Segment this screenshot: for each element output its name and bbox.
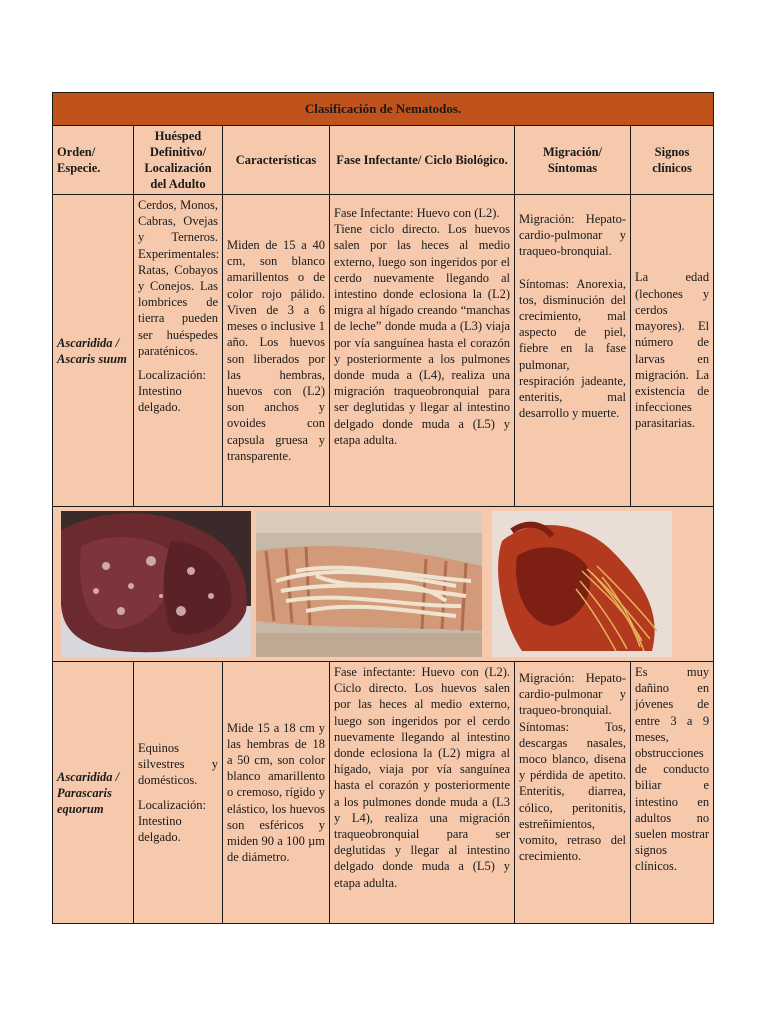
symptoms-text: Síntomas: Tos, descargas nasales, moco blanco, disena y pérdida de apetito. Enteritis, diarrea, cólico, peritonitis, estreñimientos, vomito, retraso del crecimiento. — [519, 719, 626, 864]
table-row — [53, 662, 714, 924]
host-text: Equinos silvestres y domésticos. — [138, 740, 218, 788]
liver-photo-icon — [61, 511, 251, 657]
cycle-cell — [330, 195, 515, 507]
migration-text: Migración: Hepato-cardio-pulmonar y traqueo-bronquial. — [519, 671, 626, 718]
nematode-table — [52, 92, 714, 924]
worms-in-intestine-photo-icon — [256, 511, 482, 657]
header-characteristics: Características — [223, 126, 330, 195]
table-title: Clasificación de Nematodos. — [53, 93, 714, 126]
header-signs: Signos clínicos — [631, 126, 714, 195]
characteristics-cell: Mide 15 a 18 cm y las hembras de 18 a 50 cm, son color blanco amarillento o cremoso, rígido y elástico, los huevos son esféricos y miden 90 a 100 µm de diámetro. — [223, 662, 330, 924]
host-cell — [134, 195, 223, 507]
species-order: Ascaridida / — [57, 335, 120, 350]
characteristics-cell: Miden de 15 a 40 cm, son blanco amarillentos o de color rojo pálido. Viven de 3 a 6 meses o inclusive 1 año. Los huevos son liberados por las hembras, huevos con (L2) son anchos y ovoides con capsula gruesa y transparente. — [223, 195, 330, 507]
species-order: Ascaridida / — [57, 769, 120, 784]
cycle-text: Tiene ciclo directo. Los huevos salen por las heces al medio externo, luego son ingeridos por el cerdo nuevamente llegando al intestino donde eclosiona la (L2) migra al hígado creando “manchas de leche” donde muda a (L3) viaja por vía sanguínea hasta el corazón y posteriormente a los pulmones donde muda a (L4), realiza una migración traqueobronquial para ser deglutidas y llegar al intestino delgado donde muda a (L5) y etapa adulta. — [334, 222, 510, 447]
host-cell — [134, 662, 223, 924]
header-host: Huésped Definitivo/ Localización del Adulto — [134, 126, 223, 195]
species-cell — [53, 662, 134, 924]
header-migration: Migración/ Síntomas — [515, 126, 631, 195]
cycle-cell: Fase infectante: Huevo con (L2). Ciclo directo. Los huevos salen por las heces al medio externo, luego son ingeridos por el cerdo nuevamente llegando al intestino donde eclosiona la (L2) migra al hígado, viaja por vía sanguínea hasta el corazón y posteriormente a los pulmones donde muda a (L3 y L4), realiza una migración traqueobronquial para ser deglutidas y llegar al intestino delgado donde muda a (L5) y etapa adulta. — [330, 662, 515, 924]
header-order-species: Orden/ Especie. — [53, 126, 134, 195]
host-text: Cerdos, Monos, Cabras, Ovejas y Terneros. Experimentales: Ratas, Cobayos y Conejos. Las lombrices de tierra pueden ser huéspedes paraténicos. — [138, 198, 220, 358]
photo-row — [53, 507, 714, 662]
symptoms-text: Síntomas: Anorexia, tos, disminución del crecimiento, mal aspecto de piel, fiebre en la fase pulmonar, respiración jadeante, enteritis, mal desarrollo y muerte. — [519, 276, 626, 421]
signs-cell: Es muy dañino en jóvenes de entre 3 a 9 meses, obstrucciones de conducto biliar e intestino en adultos no suelen mostrar signos clínicos. — [631, 662, 714, 924]
table-row — [53, 195, 714, 507]
header-cycle: Fase Infectante/ Ciclo Biológico. — [330, 126, 515, 195]
opened-intestine-photo-icon — [492, 511, 672, 657]
cycle-phase-text: Fase Infectante: Huevo con (L2). — [334, 206, 500, 220]
migration-cell — [515, 662, 631, 924]
signs-cell: La edad (lechones y cerdos mayores). El número de larvas en migración. La existencia de infecciones parasitarias. — [631, 195, 714, 507]
migration-text: Migración: Hepato-cardio-pulmonar y traqueo-bronquial. — [519, 212, 626, 259]
species-name: Ascaris suum — [57, 351, 127, 366]
location-text: Localización: Intestino delgado. — [138, 368, 207, 415]
nematode-classification-sheet — [52, 92, 713, 924]
migration-cell — [515, 195, 631, 507]
species-name: Parascaris equorum — [57, 785, 112, 816]
location-text: Localización: Intestino delgado. — [138, 797, 207, 844]
species-cell — [53, 195, 134, 507]
